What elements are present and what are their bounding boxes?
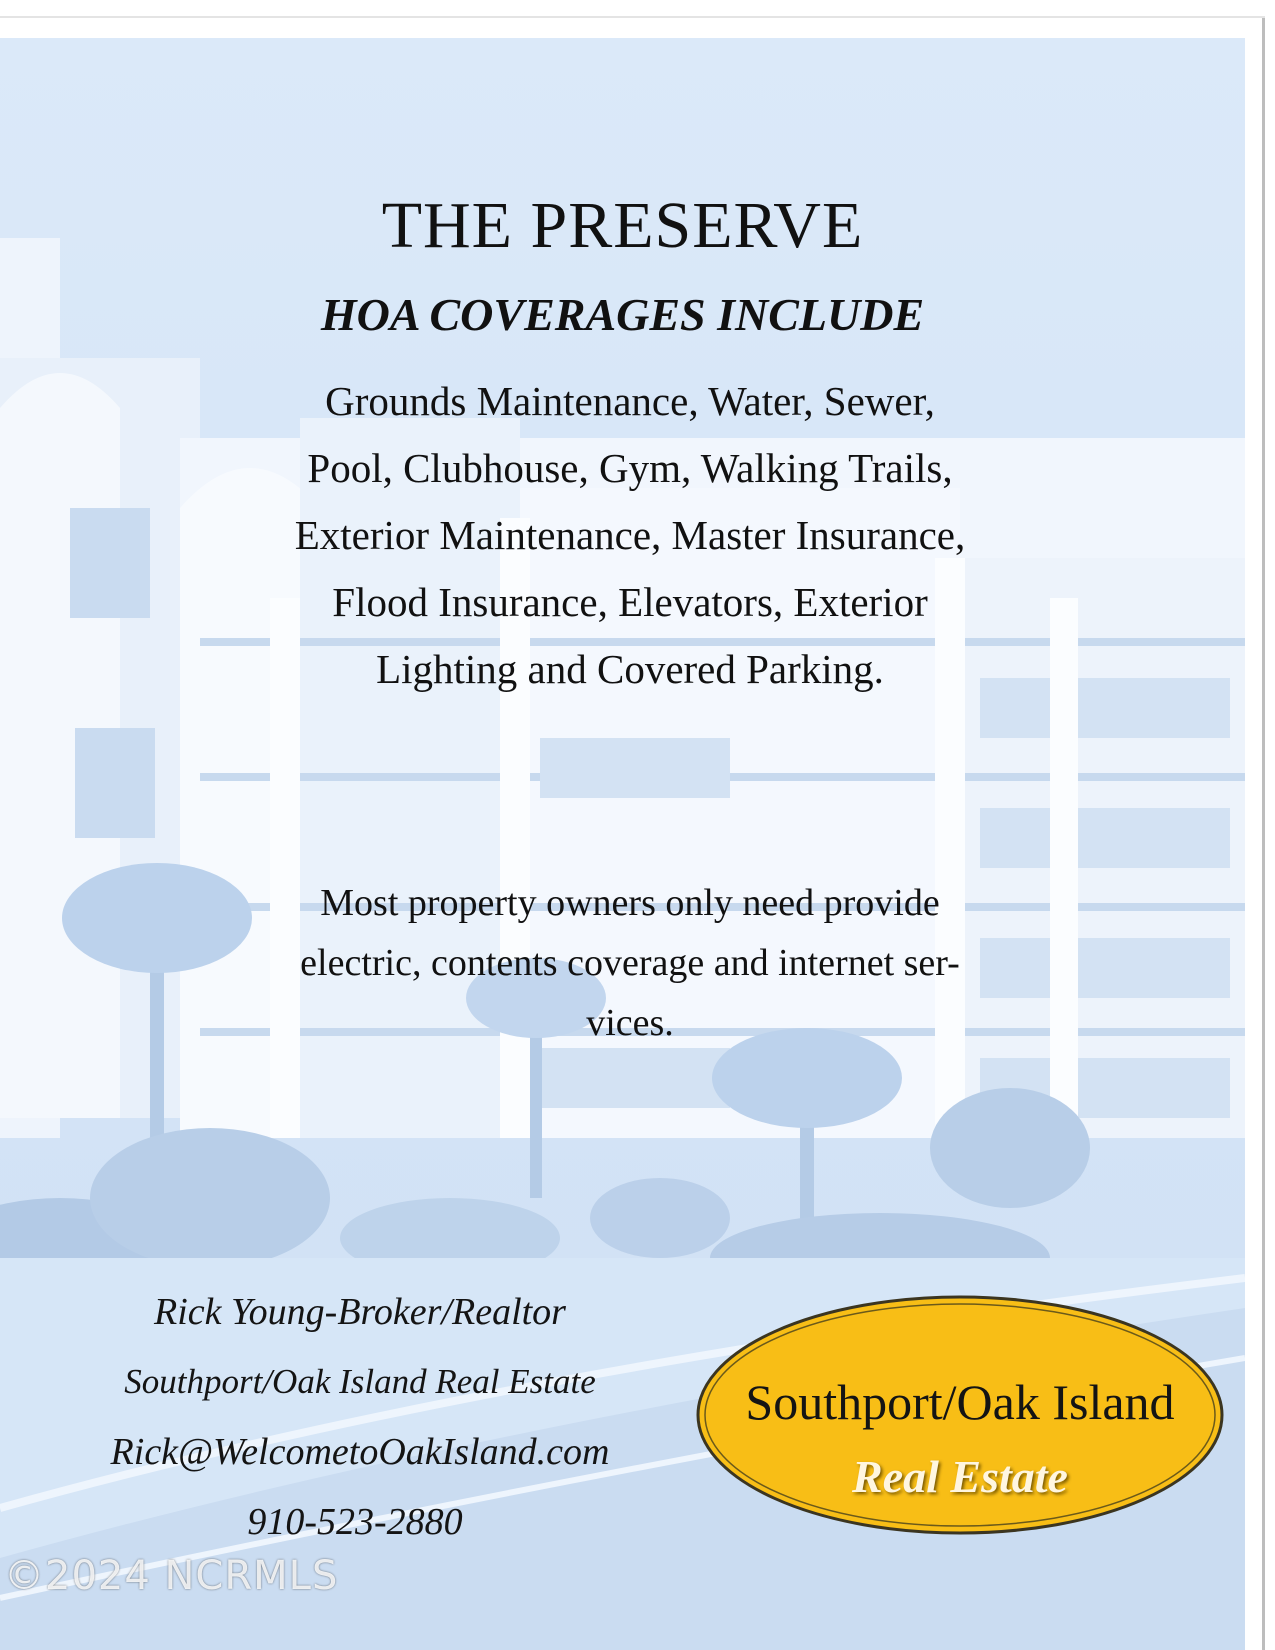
page-subtitle: HOA COVERAGES INCLUDE xyxy=(320,289,925,340)
coverages-line: Flood Insurance, Elevators, Exterior xyxy=(332,579,928,625)
coverages-line: Grounds Maintenance, Water, Sewer, xyxy=(325,378,935,424)
contact-phone: 910-523-2880 xyxy=(247,1501,463,1543)
owners-paragraph xyxy=(230,873,1030,1053)
logo-line1: Southport/Oak Island xyxy=(745,1374,1175,1430)
page-title: THE PRESERVE xyxy=(381,189,864,262)
coverages-line: Lighting and Covered Parking. xyxy=(376,646,884,692)
contact-company: Southport/Oak Island Real Estate xyxy=(124,1362,596,1401)
copyright-watermark: ©2024 NCRMLS xyxy=(4,1553,339,1599)
page-top-border xyxy=(0,16,1265,18)
owners-line: electric, contents coverage and internet ser- xyxy=(300,942,960,984)
contact-email: Rick@WelcometoOakIsland.com xyxy=(110,1431,610,1473)
coverages-line: Exterior Maintenance, Master Insurance, xyxy=(294,512,966,558)
page-right-border xyxy=(1262,18,1265,1650)
owners-line: Most property owners only need provide xyxy=(320,882,940,924)
logo-line2: Real Estate xyxy=(852,1451,1068,1502)
owners-line: vices. xyxy=(586,1002,674,1044)
coverages-line: Pool, Clubhouse, Gym, Walking Trails, xyxy=(307,445,953,491)
contact-name: Rick Young-Broker/Realtor xyxy=(154,1291,566,1333)
coverages-paragraph xyxy=(210,368,1050,703)
